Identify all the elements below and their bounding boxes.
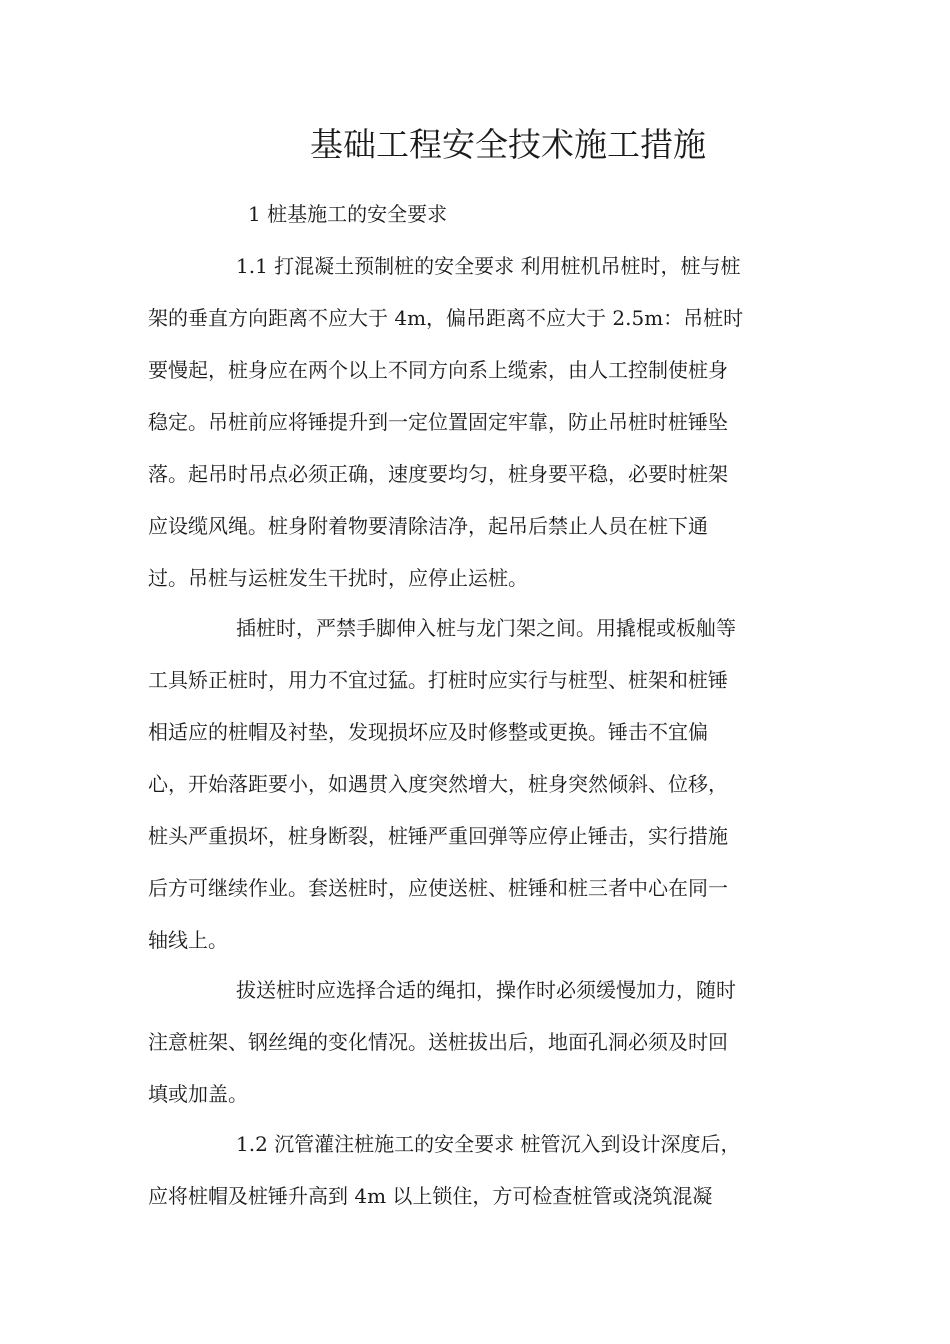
text-line: 1.2 沉管灌注桩施工的安全要求 桩管沉入到设计深度后， bbox=[236, 1132, 741, 1156]
text-line: 桩头严重损坏，桩身断裂，桩锤严重回弹等应停止锤击，实行措施 bbox=[148, 824, 728, 848]
section-heading: 1 桩基施工的安全要求 bbox=[248, 202, 448, 226]
text-line: 后方可继续作业。套送桩时，应使送桩、桩锤和桩三者中心在同一 bbox=[148, 876, 728, 900]
text-line: 架的垂直方向距离不应大于 4m，偏吊距离不应大于 2.5m：吊桩时 bbox=[148, 306, 744, 330]
text-line: 1.1 打混凝土预制桩的安全要求 利用桩机吊桩时，桩与桩 bbox=[236, 254, 741, 278]
text-line: 插桩时，严禁手脚伸入桩与龙门架之间。用撬棍或板舢等 bbox=[236, 616, 736, 640]
document-title: 基础工程安全技术施工措施 bbox=[310, 125, 706, 164]
text-line: 应将桩帽及桩锤升高到 4m 以上锁住，方可检查桩管或浇筑混凝 bbox=[148, 1184, 713, 1208]
text-line: 过。吊桩与运桩发生干扰时，应停止运桩。 bbox=[148, 566, 528, 590]
text-line: 注意桩架、钢丝绳的变化情况。送桩拔出后，地面孔洞必须及时回 bbox=[148, 1030, 728, 1054]
text-line: 落。起吊时吊点必须正确，速度要均匀，桩身要平稳，必要时桩架 bbox=[148, 462, 728, 486]
text-line: 相适应的桩帽及衬垫，发现损坏应及时修整或更换。锤击不宜偏 bbox=[148, 720, 708, 744]
text-line: 轴线上。 bbox=[148, 928, 228, 952]
text-line: 心，开始落距要小，如遇贯入度突然增大，桩身突然倾斜、位移， bbox=[148, 772, 728, 796]
text-line: 要慢起，桩身应在两个以上不同方向系上缆索，由人工控制使桩身 bbox=[148, 358, 728, 382]
text-line: 应设缆风绳。桩身附着物要清除洁净，起吊后禁止人员在桩下通 bbox=[148, 514, 708, 538]
text-line: 拔送桩时应选择合适的绳扣，操作时必须缓慢加力，随时 bbox=[236, 978, 736, 1002]
text-line: 稳定。吊桩前应将锤提升到一定位置固定牢靠，防止吊桩时桩锤坠 bbox=[148, 410, 728, 434]
text-line: 工具矫正桩时，用力不宜过猛。打桩时应实行与桩型、桩架和桩锤 bbox=[148, 668, 728, 692]
text-line: 填或加盖。 bbox=[148, 1082, 248, 1106]
